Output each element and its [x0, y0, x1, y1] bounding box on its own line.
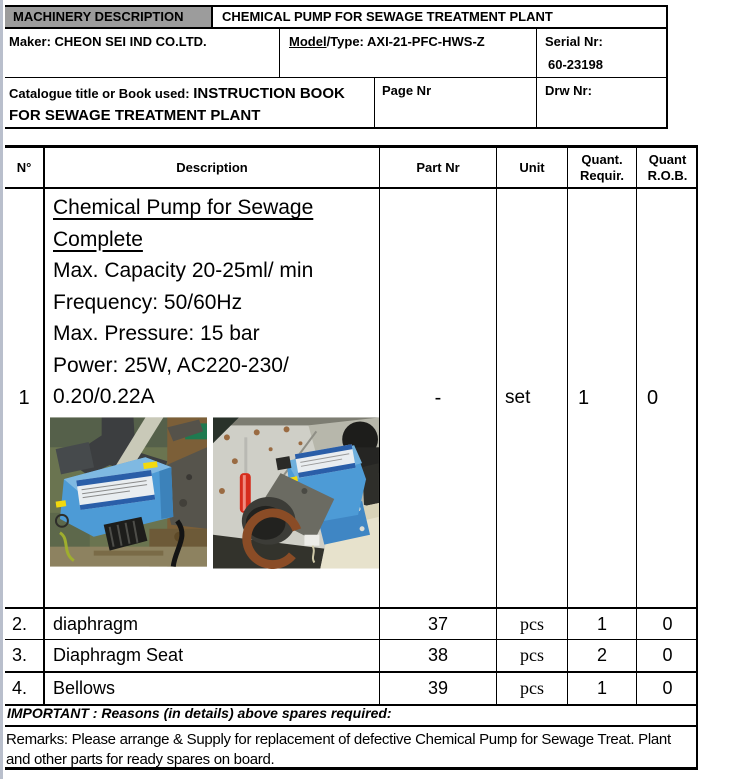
header-unit: Unit [497, 148, 568, 187]
item1-desc-line: Chemical Pump for Sewage [53, 196, 314, 219]
item2-description: diaphragm [45, 609, 380, 639]
item1-desc-line: Complete [53, 227, 143, 251]
important-reasons-line: IMPORTANT : Reasons (in details) above spares required: [5, 702, 698, 727]
table-row-item1 [5, 189, 696, 609]
maker-model-serial-row [5, 29, 666, 78]
item2-quant-requir: 1 [568, 609, 637, 639]
item3-no: 3. [5, 640, 45, 671]
item3-description: Diaphragm Seat [45, 640, 380, 671]
model-label: Model [289, 34, 327, 49]
remarks-line2: and other parts for ready spares on board. [6, 751, 275, 768]
serial-value: 60-23198 [548, 57, 603, 72]
table-row-item2 [5, 609, 696, 640]
document [5, 5, 705, 768]
item2-part-nr: 37 [380, 609, 497, 639]
item4-description: Bellows [45, 673, 380, 704]
item1-desc-line: Max. Capacity 20-25ml/ min [53, 259, 314, 282]
model-type-cell [280, 29, 537, 77]
spare-parts-table [5, 145, 698, 706]
catalogue-line2: FOR SEWAGE TREATMENT PLANT [9, 107, 261, 124]
item1-part-nr: - [380, 189, 497, 607]
item1-no: 1 [5, 189, 45, 607]
catalogue-book: INSTRUCTION BOOK [193, 85, 345, 102]
catalogue-line1 [9, 83, 374, 105]
item2-no: 2. [5, 609, 45, 639]
header-quant-requir-line1: Quant. [581, 151, 623, 167]
item4-unit: pcs [497, 673, 568, 704]
header-description: Description [45, 148, 380, 187]
catalogue-label: Catalogue title or Book used: [9, 86, 194, 101]
page-nr-cell: Page Nr [375, 78, 537, 127]
item4-part-nr: 39 [380, 673, 497, 704]
header-no: N° [5, 148, 45, 187]
installed-pump-photo-1 [50, 417, 207, 567]
header-part-nr: Part Nr [380, 148, 497, 187]
item1-desc-line: Frequency: 50/60Hz [53, 290, 243, 314]
window-left-edge [0, 0, 3, 779]
model-value: AXI-21-PFC-HWS-Z [367, 34, 485, 49]
item2-quant-rob: 0 [662, 613, 673, 634]
item1-desc-line: Power: 25W, AC220-230/ [53, 353, 289, 377]
serial-cell [537, 29, 666, 77]
item1-quant-rob: 0 [647, 386, 659, 409]
item1-desc-line: Max. Pressure: 15 bar [53, 322, 260, 345]
header-quant-rob [637, 148, 698, 187]
item1-unit: set [497, 189, 568, 607]
model-label-rest: /Type: [326, 34, 368, 49]
machinery-title: CHEMICAL PUMP FOR SEWAGE TREATMENT PLANT [222, 9, 553, 24]
machinery-description-label: MACHINERY DESCRIPTION [5, 7, 213, 27]
title-row [5, 7, 666, 29]
item3-quant-requir: 2 [568, 640, 637, 671]
installed-pump-photo-2 [213, 417, 379, 569]
catalogue-cell [5, 78, 375, 127]
header-quant-requir-line2: Requir. [579, 167, 625, 183]
item3-part-nr: 38 [380, 640, 497, 671]
serial-label: Serial Nr: [545, 34, 603, 49]
item1-description [45, 189, 380, 607]
header-quant-rob-line2: R.O.B. [647, 167, 688, 183]
header-quant-requir [568, 148, 637, 187]
item3-quant-rob: 0 [662, 645, 673, 665]
table-row-item3 [5, 640, 696, 673]
item3-unit: pcs [497, 640, 568, 671]
catalogue-row [5, 78, 666, 129]
table-header-row [5, 148, 696, 189]
item4-quant-rob: 0 [662, 678, 673, 698]
item4-no: 4. [5, 673, 45, 704]
item1-quant-requir: 1 [568, 189, 637, 607]
top-info-table [5, 5, 668, 129]
remarks-line1: Remarks: Please arrange & Supply for replacement of defective Chemical Pump for Sewage Treat. Plant [6, 731, 671, 748]
item1-desc-line: 0.20/0.22A [53, 385, 155, 408]
item4-quant-requir: 1 [568, 673, 637, 704]
maker-cell: Maker: CHEON SEI IND CO.LTD. [5, 29, 280, 77]
item2-unit: pcs [497, 609, 568, 639]
drw-nr-cell: Drw Nr: [545, 83, 592, 98]
header-quant-rob-line1: Quant [648, 151, 687, 167]
pump-photos [50, 417, 379, 569]
remarks-box [5, 727, 698, 770]
